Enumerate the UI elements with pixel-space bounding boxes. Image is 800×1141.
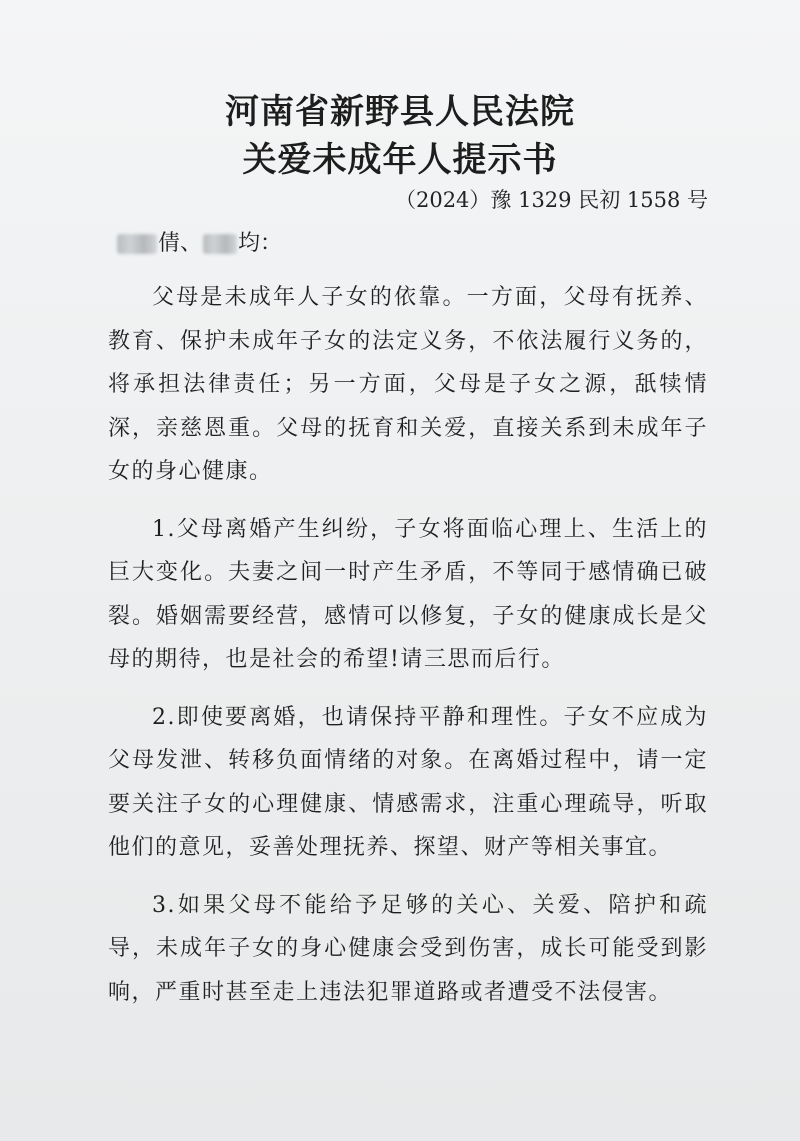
court-name: 河南省新野县人民法院 [225,92,575,132]
paragraph-point-2: 2.即使要离婚，也请保持平静和理性。子女不应成为父母发泄、转移负面情绪的对象。在离婚过程中，请一定要关注子女的心理健康、情感需求，注重心理疏导，听取他们的意见，妥善处理抚养、探望、财产等相关事宜。 [108,704,708,860]
salutation [116,229,282,259]
document-body [108,276,708,1014]
name-separator: 、 [180,231,203,256]
recipient-name-1: 倩 [158,231,181,256]
document-title: 关爱未成年人提示书 [242,140,558,180]
redacted-name-1 [117,234,157,254]
recipient-name-2: 均 [238,231,261,256]
salutation-colon: ： [260,231,283,256]
paragraph-point-3: 3.如果父母不能给予足够的关心、关爱、陪护和疏导，未成年子女的身心健康会受到伤害，成长可能受到影响，严重时甚至走上违法犯罪道路或者遭受不法侵害。 [108,892,708,1005]
paragraph-intro: 父母是未成年人子女的依靠。一方面，父母有抚养、教育、保护未成年子女的法定义务，不依法履行义务的，将承担法律责任；另一方面，父母是子女之源，舐犊情深，亲慈恩重。父母的抚育和关爱，直接关系到未成年子女的身心健康。 [108,285,708,484]
case-number: （2024）豫 1329 民初 1558 号 [394,188,708,212]
redacted-name-2 [203,234,237,254]
paragraph-point-1: 1.父母离婚产生纠纷，子女将面临心理上、生活上的巨大变化。夫妻之间一时产生矛盾，不等同于感情确已破裂。婚姻需要经营，感情可以修复，子女的健康成长是父母的期待，也是社会的希望!请三思而后行。 [108,516,708,672]
